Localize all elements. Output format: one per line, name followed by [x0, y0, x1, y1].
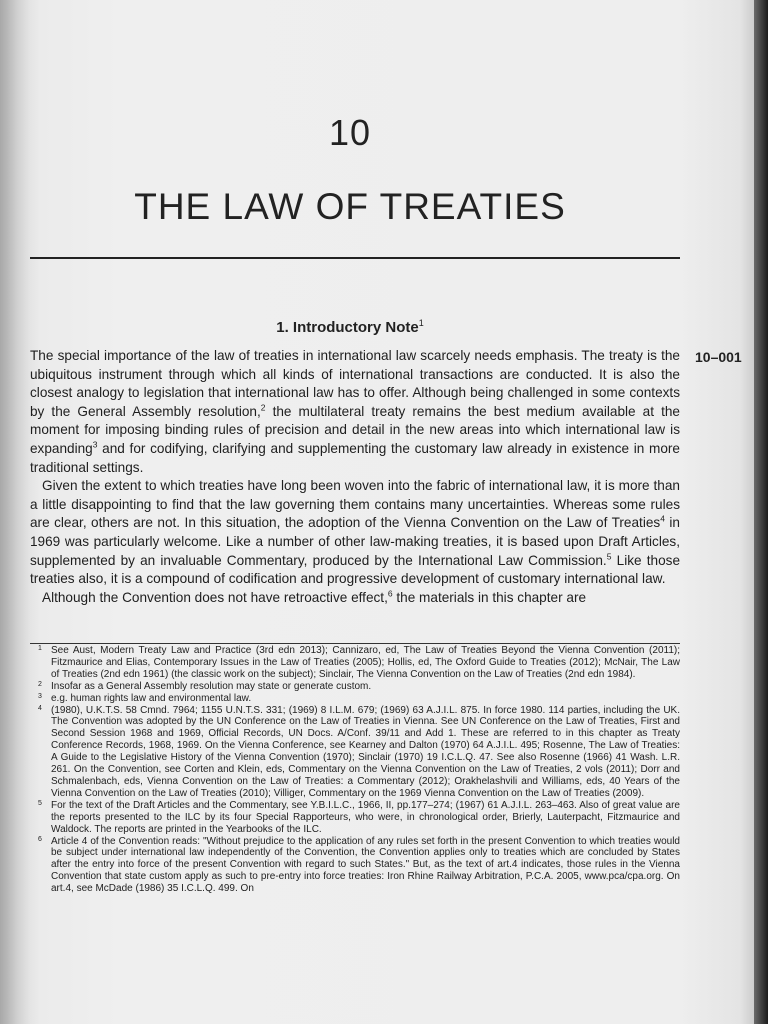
footnote-6: 6 Article 4 of the Convention reads: "Without prejudice to the application of any rules set forth in the present Convention to which treaties would be subject under international law independently of the Convention, the Convention applies only to treaties which are concluded by States after the entry into force of the present Convention with regard to such States." But, as the text of art.4 indicates, those rules in the Vienna Convention that state custom apply as such to pre-entry into force treaties: Iron Rhine Railway Arbitration, P.C.A. 2005, www.pca/cpa.org. On art.4, see McDade (1986) 35 I.C.L.Q. 499. On [38, 835, 680, 895]
paragraph-2: Given the extent to which treaties have long been woven into the fabric of international law, it is more than a little disappointing to find that the law governing them contains many uncertainties. Whereas some rules are clear, others are not. In this situation, the adoption of the Vienna Convention on the Law of Treaties$^4$ in 1969 was particularly welcome. Like a number of other law-making treaties, it is based upon Draft Articles, supplemented by an invaluable Commentary, produced by the International Law Commission.$^5$ Like those treaties also, it is a compound of codification and progressive development of customary international law. [30, 478, 681, 587]
title-rule [30, 257, 680, 259]
chapter-title: THE LAW OF TREATIES [134, 186, 566, 227]
footnote-rule [30, 643, 680, 644]
book-edge [754, 0, 768, 1024]
footnote-ref: 4 [660, 513, 665, 524]
footnote-3: 3 e.g. human rights law and environmental law. [38, 692, 252, 704]
footnote-ref: 5 [606, 551, 612, 561]
footnote-5: 5 For the text of the Draft Articles and the Commentary, see Y.B.I.L.C., 1966, II, pp.177–274; (1967) 61 A.J.I.L. 263–463. Also of great value are the reports presented to the ILC by its four Special Rapporteurs, who were, in chronological order, Brierly, Lauterpacht, Fitzmaurice and Waldock. The reports are printed in the Yearbooks of the ILC. [38, 799, 680, 835]
footnote-4: 4 (1980), U.K.T.S. 58 Cmnd. 7964; 1155 U.N.T.S. 331; (1969) 8 I.L.M. 679; (1969) 63 A.J.I.L. 875. In force 1980. 114 parties, including the UK. The Convention was adopted by the UN Conference on the Law of Treaties in Vienna. See UN Conference on the Law of Treaties, First and Second Session 1968 and 1969, Official Records, UN Docs. A/Conf. 39/11 and Add 1. These are referred to in this chapter as Treaty Conference Records, 1968, 1969. On the Vienna Conference, see Kearney and Dalton (1970) 64 A.J.I.L. 495; Rosenne, The Law of Treaties: A Guide to the Legislative History of the Vienna Convention (1970); Sinclair (1970) 19 I.C.L.Q. 47. See also Rosenne (1966) 41 Wash. L.R. 261. On the Convention, see Corten and Klein, eds, Commentary on the Vienna Convention on the Law of Treaties, 2 vols (2011); Dorr and Schmalenbach, eds, Vienna Convention on the Law of Treaties: a Commentary (2012); Orakhelashvili and Williams, eds, 40 Years of the Vienna Convention on the Law of Treaties (2010); Villiger, Commentary on the 1969 Vienna Convention on the Law of Treaties (2009). [38, 704, 680, 799]
footnote-ref: 2 [260, 402, 266, 413]
section-footnote-ref: 1 [418, 318, 424, 328]
body-text [30, 347, 680, 607]
footnote-2: 2 Insofar as a General Assembly resolution may state or generate custom. [38, 680, 372, 692]
footnote-ref: 3 [92, 439, 98, 450]
footnote-1: 1 See Aust, Modern Treaty Law and Practice (3rd edn 2013); Cannizaro, ed, The Law of Treaties Beyond the Vienna Convention (2011); Fitzmaurice and Elias, Contemporary Issues in the Law of Treaties (2005); Hollis, ed, The Oxford Guide to Treaties (2012); McNair, The Law of Treaties (2nd edn 1961) (the classic work on the subject); Sinclair, The Vienna Convention on the Law of Treaties (2nd edn 1984). [38, 645, 680, 680]
footnote-ref: 6 [387, 588, 393, 599]
paragraph-3: Although the Convention does not have retroactive effect,$^6$ the materials in this chapter are [42, 588, 587, 605]
section-heading [0, 318, 700, 336]
paragraph-number: 10–001 [695, 349, 742, 365]
section-heading-text: 1. Introductory Note [276, 319, 419, 336]
chapter-number: 10 [328, 112, 372, 153]
paragraph-1: The special importance of the law of treaties in international law scarcely needs emphasis. The treaty is the ubiquitous instrument through which all kinds of international transactions are conducted. It is also the closest analogy to legislation that international law has to offer. Although being challenged in some contexts by the General Assembly resolution,$^2$ the multilateral treaty remains the best medium available at the moment for imposing binding rules of precision and detail in the new areas into which international law is expanding$^3$ and for codifying, clarifying and supplementing the customary law already in existence in more traditional settings. [30, 348, 680, 475]
footnotes [38, 645, 680, 895]
